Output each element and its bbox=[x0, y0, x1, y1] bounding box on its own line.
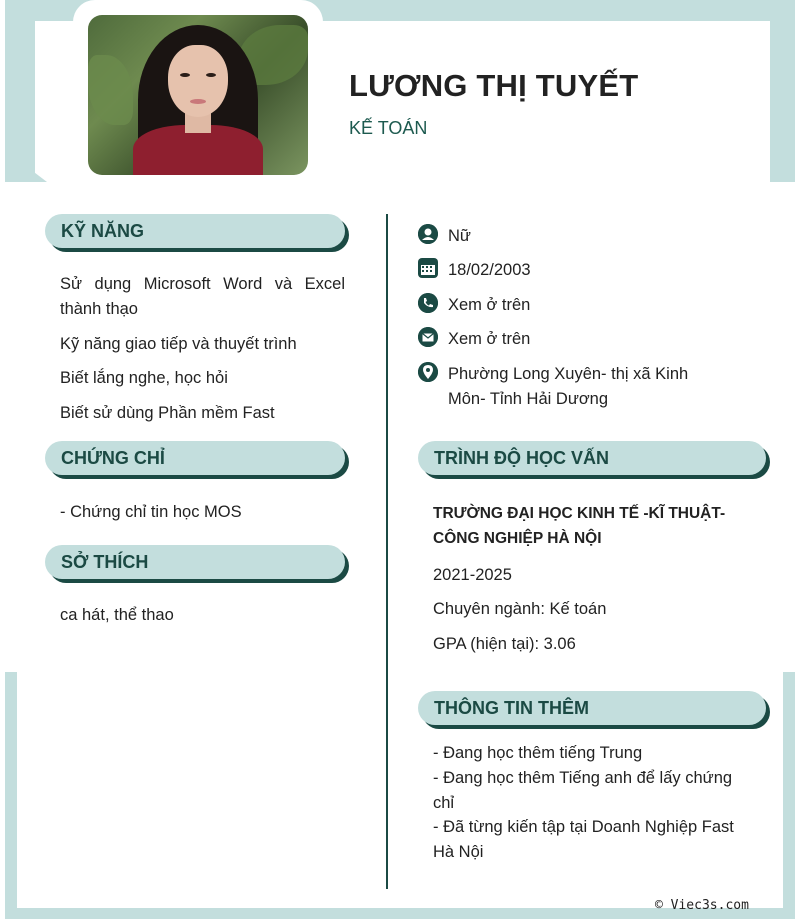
skill-item: Sử dụng Microsoft Word và Excel thành thạo bbox=[60, 275, 345, 318]
education-gpa: GPA (hiện tại): 3.06 bbox=[433, 635, 576, 653]
section-hobbies-title: SỞ THÍCH bbox=[45, 545, 345, 579]
section-education-title: TRÌNH ĐỘ HỌC VẤN bbox=[418, 441, 766, 475]
skill-item: Biết lắng nghe, học hỏi bbox=[60, 369, 228, 387]
section-skills-title: KỸ NĂNG bbox=[45, 214, 345, 248]
section-additional-title: THÔNG TIN THÊM bbox=[418, 691, 766, 725]
skill-item: Biết sử dùng Phần mềm Fast bbox=[60, 404, 275, 422]
mail-icon bbox=[418, 327, 438, 347]
job-title: KẾ TOÁN bbox=[349, 118, 428, 138]
birthday-value: 18/02/2003 bbox=[448, 261, 531, 279]
additional-item: - Đang học thêm Tiếng anh để lấy chứng chỉ bbox=[433, 769, 733, 812]
user-icon bbox=[418, 224, 438, 244]
column-divider bbox=[386, 214, 388, 889]
address-value: Phường Long Xuyên- thị xã Kinh Môn- Tỉnh Hải Dương bbox=[448, 365, 689, 408]
profile-photo bbox=[88, 15, 308, 175]
location-icon bbox=[418, 362, 438, 382]
candidate-name: LƯƠNG THỊ TUYẾT bbox=[349, 68, 639, 103]
content-background bbox=[0, 182, 800, 674]
calendar-icon bbox=[418, 258, 438, 278]
hobbies-text: ca hát, thể thao bbox=[60, 606, 174, 624]
school-name: TRƯỜNG ĐẠI HỌC KINH TẾ -KĨ THUẬT-CÔNG NGHIỆP HÀ NỘI bbox=[433, 505, 726, 547]
education-major: Chuyên ngành: Kế toán bbox=[433, 600, 607, 618]
education-period: 2021-2025 bbox=[433, 566, 512, 584]
skill-item: Kỹ năng giao tiếp và thuyết trình bbox=[60, 335, 297, 353]
section-certificates-title: CHỨNG CHỈ bbox=[45, 441, 345, 475]
gender-value: Nữ bbox=[448, 227, 471, 245]
decorative-corner bbox=[5, 150, 47, 182]
email-value: Xem ở trên bbox=[448, 330, 531, 348]
phone-icon bbox=[418, 293, 438, 313]
watermark: © Viec3s.com bbox=[655, 898, 749, 913]
additional-item: - Đã từng kiến tập tại Doanh Nghiệp Fast Hà Nội bbox=[433, 818, 734, 861]
certificate-item: - Chứng chỉ tin học MOS bbox=[60, 503, 242, 521]
phone-value: Xem ở trên bbox=[448, 296, 531, 314]
additional-item: - Đang học thêm tiếng Trung bbox=[433, 744, 643, 762]
